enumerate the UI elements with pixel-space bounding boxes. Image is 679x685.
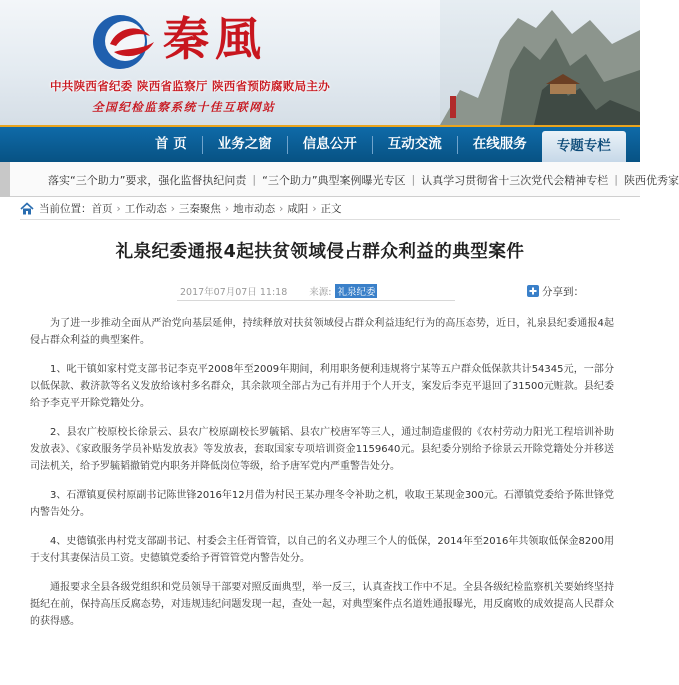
ticker-item[interactable]: 陕西优秀家 xyxy=(623,173,679,187)
breadcrumb-item[interactable]: 三秦聚焦 xyxy=(178,203,221,215)
breadcrumb-item[interactable]: 地市动态 xyxy=(233,203,276,215)
article-paragraph: 为了进一步推动全面从严治党向基层延伸，持续释放对扶贫领域侵占群众利益违纪行为的高压态势，近日，礼泉县纪委通报4起侵占群众利益的典型案件。 xyxy=(30,318,614,346)
site-banner xyxy=(0,0,640,125)
article-paragraph: 3、石潭镇夏侯村原副书记陈世锋2016年12月借为村民王某办理冬令补助之机，收取王某现金300元。石潭镇党委给予陈世锋党内警告处分。 xyxy=(30,490,614,518)
meta-divider xyxy=(177,300,455,301)
article-title: 礼泉纪委通报4起扶贫领域侵占群众利益的典型案件 xyxy=(115,242,525,262)
article-body xyxy=(30,315,614,642)
site-slogan: 全国纪检监察系统十佳互联网站 xyxy=(92,100,276,114)
share-button[interactable] xyxy=(527,283,584,299)
nav-item-disclosure[interactable]: 信息公开 xyxy=(302,136,357,152)
breadcrumb-prefix: 当前位置： xyxy=(39,203,92,215)
article-paragraph: 1、叱干镇如家村党支部书记李克平2008年至2009年期间，利用职务便利违规将宁某等五户群众低保款共计54345元，一部分以低保款、救济款等名义发放给该村多名群众，其余款项全部占为己有并用于个人开支，案发后李克平退回了31500元赃款。县纪委给予李克平开除党籍处分。 xyxy=(30,364,614,409)
breadcrumb xyxy=(20,198,620,220)
share-label: 分享到： xyxy=(542,285,584,298)
nav-item-special-topics[interactable]: 专题专栏 xyxy=(542,131,626,162)
ticker-item[interactable]: 认真学习贯彻省十三次党代会精神专栏 xyxy=(421,173,609,187)
breadcrumb-current: 正文 xyxy=(320,203,342,215)
main-nav xyxy=(0,125,640,162)
breadcrumb-chevron-icon: › xyxy=(170,202,175,215)
ticker-item[interactable]: 落实“三个助力”要求，强化监督执纪问责 xyxy=(48,173,247,187)
ticker-edge xyxy=(0,162,10,197)
share-plus-icon xyxy=(527,285,539,297)
site-brand-title: 秦風 xyxy=(163,12,267,66)
breadcrumb-chevron-icon: › xyxy=(279,202,284,215)
article-source-label: 来源: xyxy=(309,287,332,298)
article-paragraph: 2、县农广校原校长徐景云、县农广校原副校长罗毓韬、县农广校唐军等三人，通过制造虚假的《农村劳动力阳光工程培训补助发放表》、《家政服务学员补贴发放表》等发放表，套取国家专项培训资金1159640元。县纪委分别给予徐景云开除党籍处分并移送司法机关，给予罗毓韬撤销党内职务并降低岗位等级，给予唐军党内严重警告处分。 xyxy=(30,427,614,472)
sponsor-line: 中共陕西省纪委 陕西省监察厅 陕西省预防腐败局主办 xyxy=(50,79,331,93)
article-paragraph: 通报要求全县各级党组织和党员领导干部要对照反面典型，举一反三，认真查找工作中不足。全县各级纪检监察机关要始终坚持挺纪在前，保持高压反腐态势，对违规违纪问题发现一起，查处一起，对典型案件点名道姓通报曝光，用反腐败的成效提高人民群众的获得感。 xyxy=(30,582,614,627)
home-icon xyxy=(20,202,34,216)
breadcrumb-item[interactable]: 首页 xyxy=(91,203,113,215)
breadcrumb-chevron-icon: › xyxy=(116,202,121,215)
nav-item-interaction[interactable]: 互动交流 xyxy=(387,136,442,152)
article-meta xyxy=(180,283,377,299)
site-logo-icon xyxy=(84,8,166,74)
ticker-divider: | xyxy=(411,173,416,186)
nav-item-online-service[interactable]: 在线服务 xyxy=(472,136,527,152)
article-source: 礼泉纪委 xyxy=(335,284,377,298)
article-paragraph: 4、史德镇张冉村党支部副书记、村委会主任胥管管，以自己的名义办理三个人的低保，2014年至2016年共领取低保金8200用于支付其妻保洁员工资。史德镇党委给予胥管管党内警告处分。 xyxy=(30,536,614,564)
nav-items xyxy=(140,127,626,162)
article-date: 2017年07月07日 11:18 xyxy=(180,287,288,298)
breadcrumb-item[interactable]: 工作动态 xyxy=(124,203,167,215)
ticker-divider: | xyxy=(252,173,257,186)
ticker-item[interactable]: “三个助力”典型案例曝光专区 xyxy=(262,173,406,187)
breadcrumb-chevron-icon: › xyxy=(224,202,230,215)
nav-item-home[interactable]: 首 页 xyxy=(155,136,187,152)
ticker-track xyxy=(48,162,679,197)
breadcrumb-item[interactable]: 咸阳 xyxy=(287,203,309,215)
ticker-divider: | xyxy=(614,173,618,186)
mountain-illustration xyxy=(440,0,640,125)
breadcrumb-chevron-icon: › xyxy=(312,202,317,215)
topic-ticker xyxy=(0,162,679,197)
nav-item-business[interactable]: 业务之窗 xyxy=(217,136,272,152)
